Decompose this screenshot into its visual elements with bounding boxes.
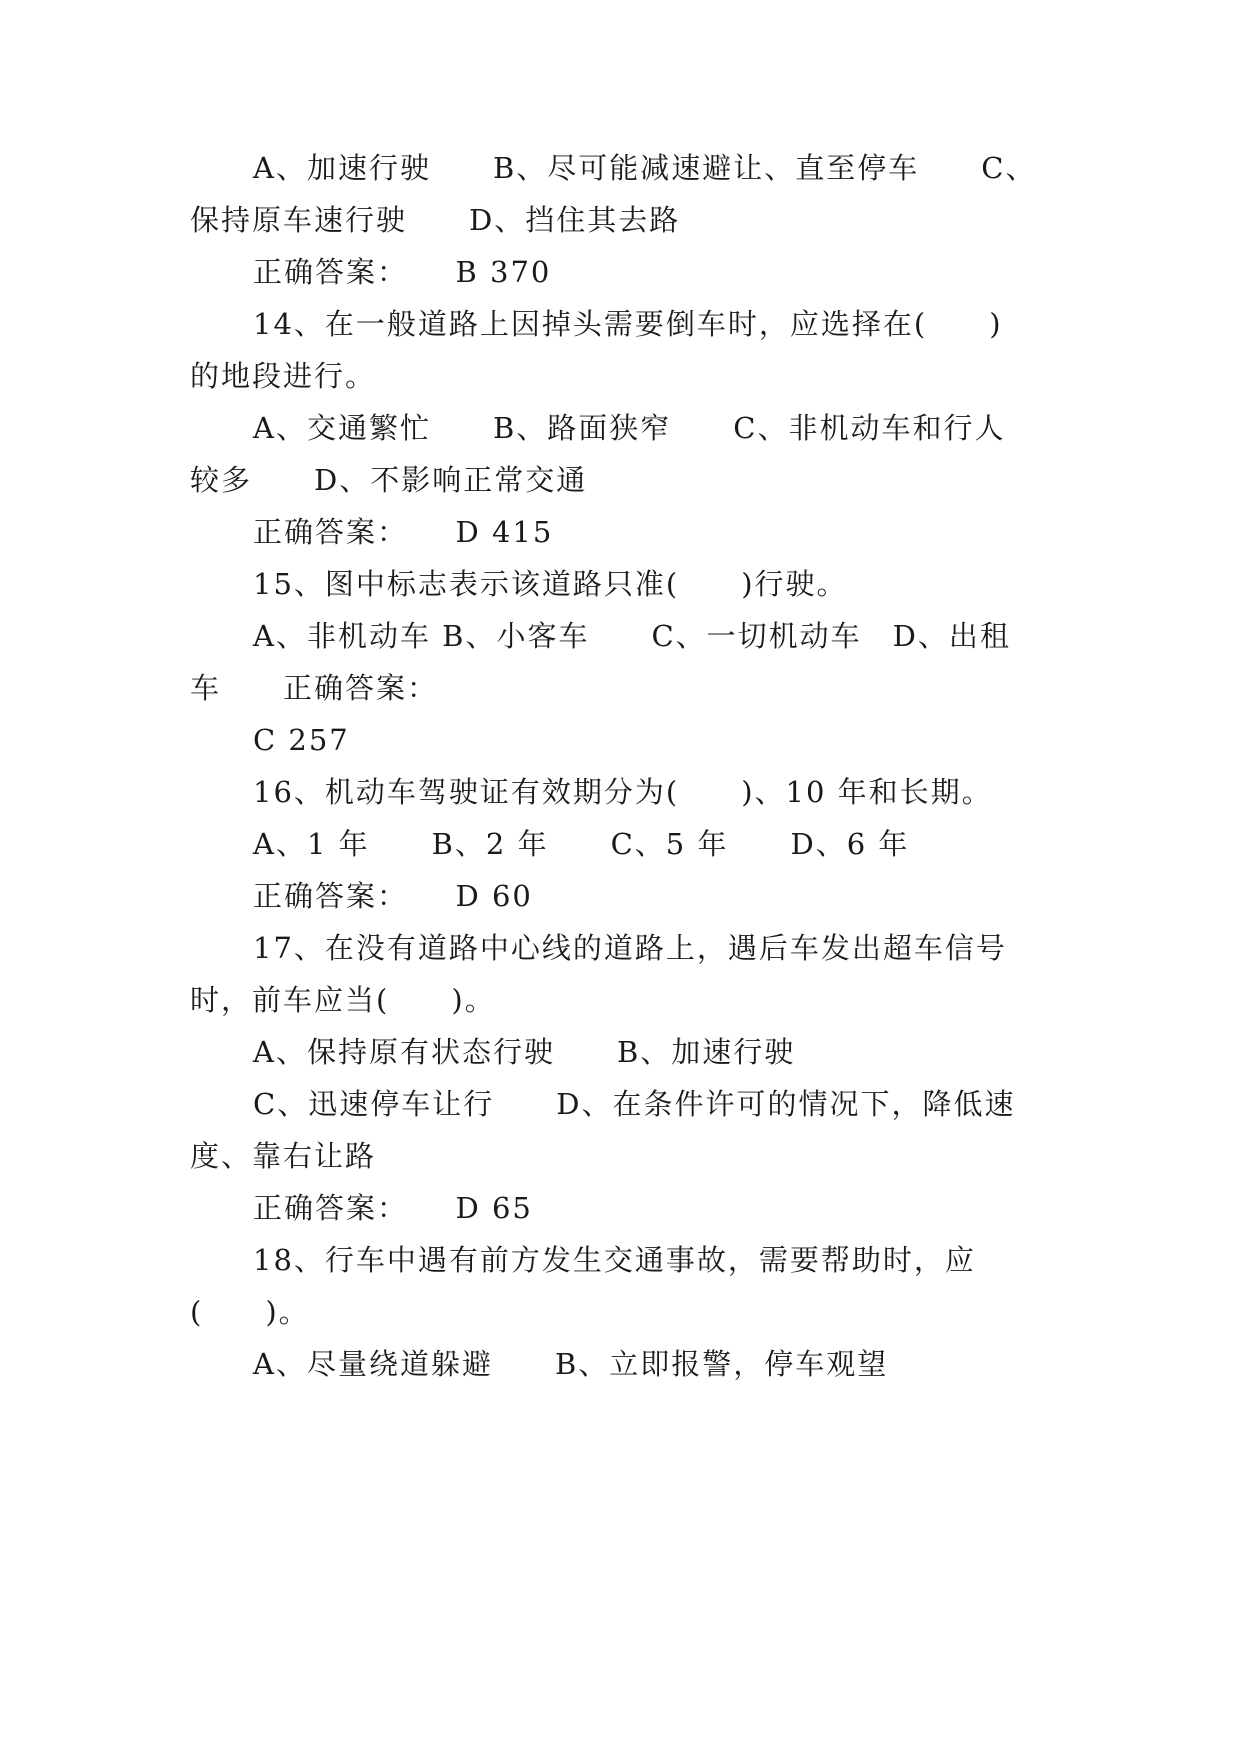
q13-options-line-2: 保持原车速行驶 D、挡住其去路: [190, 203, 681, 237]
q13-answer: 正确答案： B 370: [253, 255, 552, 289]
q16-answer: 正确答案： D 60: [253, 879, 533, 913]
q15-options-line-2: 车 正确答案：: [190, 671, 439, 705]
q15-answer: C 257: [253, 723, 350, 757]
q15-options-line-1: A、非机动车 B、小客车 C、一切机动车 D、出租: [253, 619, 1011, 653]
q16-options: A、1 年 B、2 年 C、5 年 D、6 年: [253, 827, 910, 861]
q14-options-line-1: A、交通繁忙 B、路面狭窄 C、非机动车和行人: [253, 411, 1006, 445]
q17-question-line-2: 时，前车应当( )。: [190, 983, 496, 1017]
q16-question: 16、机动车驾驶证有效期分为( )、10 年和长期。: [253, 775, 993, 809]
q14-question-line-1: 14、在一般道路上因掉头需要倒车时，应选择在( ): [253, 307, 1003, 341]
q17-options-line-3: 度、靠右让路: [190, 1139, 377, 1173]
q18-question-line-2: ( )。: [190, 1295, 310, 1329]
q17-options-line-2: C、迅速停车让行 D、在条件许可的情况下，降低速: [253, 1087, 1016, 1121]
q18-question-line-1: 18、行车中遇有前方发生交通事故，需要帮助时，应: [253, 1243, 976, 1277]
q17-question-line-1: 17、在没有道路中心线的道路上，遇后车发出超车信号: [253, 931, 1007, 965]
q18-options-line-1: A、尽量绕道躲避 B、立即报警，停车观望: [253, 1347, 889, 1381]
q13-options-line-1: A、加速行驶 B、尽可能减速避让、直至停车 C、: [253, 151, 1037, 185]
q17-answer: 正确答案： D 65: [253, 1191, 533, 1225]
q17-options-line-1: A、保持原有状态行驶 B、加速行驶: [253, 1035, 796, 1069]
q14-answer: 正确答案： D 415: [253, 515, 554, 549]
q14-question-line-2: 的地段进行。: [190, 359, 377, 393]
q14-options-line-2: 较多 D、不影响正常交通: [190, 463, 588, 497]
q15-question: 15、图中标志表示该道路只准( )行驶。: [253, 567, 848, 601]
